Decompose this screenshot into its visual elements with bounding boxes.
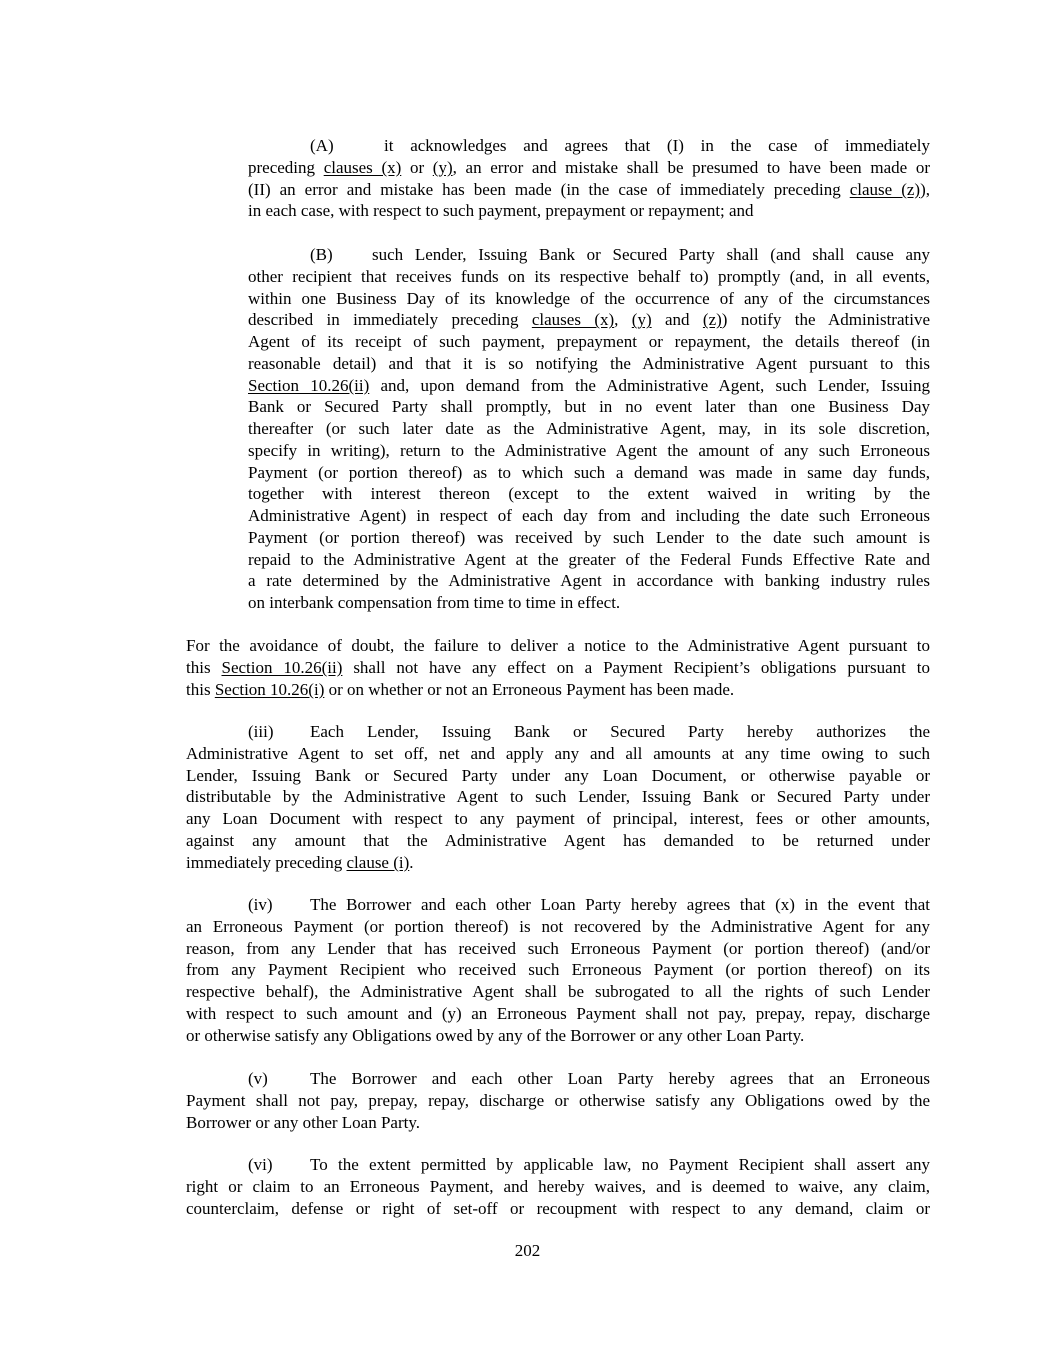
text-run: and	[651, 310, 703, 330]
text-run: this	[186, 657, 222, 677]
text-run: such Lender, Issuing Bank or Secured Party shall (and shall cause any	[372, 245, 930, 264]
text-line	[248, 288, 930, 310]
text-run: Agent of its receipt of such payment, prepayment or repayment, the details thereof (in	[248, 332, 930, 351]
text-run: in each case, with respect to such payment, prepayment or repayment; and	[248, 201, 754, 221]
text-run: reasonable detail) and that it is so notifying the Administrative Agent pursuant to this	[248, 353, 930, 373]
clause-label: (iv)	[248, 895, 273, 914]
text-line	[186, 1090, 930, 1112]
text-run: shall not have any effect on a Payment Recipient’s obligations pursuant to	[342, 657, 931, 677]
text-line	[248, 200, 930, 222]
text-run: Payment shall not pay, prepay, repay, discharge or otherwise satisfy any Obligations owed by the	[186, 1090, 930, 1110]
text-line	[248, 527, 930, 549]
clause-label: (B)	[310, 245, 333, 264]
text-run: this	[186, 679, 215, 699]
cross-reference: clauses (x)	[531, 310, 615, 330]
text-run: from any Payment Recipient who received such Erroneous Payment (or portion thereof) on its	[186, 960, 930, 980]
text-run: counterclaim, defense or right of set-off or recoupment with respect to any demand, claim or	[186, 1198, 930, 1218]
text-run: described in immediately preceding	[248, 310, 532, 330]
text-run: Administrative Agent to set off, net and apply any and all amounts at any time owing to such	[186, 743, 930, 763]
cross-reference: clause (z)	[849, 179, 921, 199]
text-run: reason, from any Lender that has received such Erroneous Payment (or portion thereof) (and/or	[186, 938, 930, 958]
text-line	[186, 938, 930, 960]
text-run: The Borrower and each other Loan Party hereby agrees that (x) in the event that	[310, 895, 930, 914]
text-line	[186, 721, 930, 743]
text-line	[248, 331, 930, 353]
text-line	[248, 179, 930, 201]
text-run: , an error and mistake shall be presumed to have been made or	[452, 157, 930, 177]
text-run: other recipient that receives funds on its respective behalf to) promptly (and, in all events,	[248, 266, 930, 286]
text-line	[186, 765, 930, 787]
text-run: together with interest thereon (except to the extent waived in writing by the	[248, 484, 930, 504]
text-line	[186, 852, 930, 874]
text-line	[186, 959, 930, 981]
text-run: an Erroneous Payment (or portion thereof) is not recovered by the Administrative Agent for any	[186, 916, 930, 936]
text-run: immediately preceding	[186, 852, 347, 872]
text-run: and, upon demand from the Administrative Agent, such Lender, Issuing	[369, 375, 931, 395]
text-line	[186, 1003, 930, 1025]
text-run: any Loan Document with respect to any payment of principal, interest, fees or other amounts,	[186, 809, 930, 828]
text-line	[186, 1198, 930, 1220]
text-run: with respect to such amount and (y) an Erroneous Payment shall not pay, prepay, repay, discharge	[186, 1003, 930, 1023]
text-line	[186, 1112, 930, 1134]
text-run: against any amount that the Administrative Agent has demanded to be returned under	[186, 830, 930, 850]
text-line	[248, 353, 930, 375]
text-line	[248, 266, 930, 288]
text-run: or on whether or not an Erroneous Payment has been made.	[324, 679, 735, 699]
cross-reference: Section 10.26(ii)	[248, 375, 370, 395]
cross-reference: (z)	[702, 310, 722, 330]
text-line	[186, 1068, 930, 1090]
text-line	[186, 679, 930, 701]
text-run: within one Business Day of its knowledge of the occurrence of any of the circumstances	[248, 288, 930, 308]
cross-reference: Section 10.26(ii)	[221, 657, 343, 677]
text-run: For the avoidance of doubt, the failure to deliver a notice to the Administrative Agent pursuant to	[186, 636, 930, 655]
text-line	[186, 916, 930, 938]
text-line	[186, 786, 930, 808]
text-run: or	[401, 157, 433, 177]
text-line	[248, 244, 930, 266]
text-line	[248, 462, 930, 484]
cross-reference: clauses (x)	[323, 157, 402, 177]
text-line	[248, 570, 930, 592]
text-run: right or claim to an Erroneous Payment, and hereby waives, and is deemed to waive, any claim,	[186, 1176, 930, 1196]
cross-reference: clause (i)	[346, 852, 410, 872]
text-line	[248, 396, 930, 418]
text-run: ) notify the Administrative	[721, 310, 930, 330]
text-run: Bank or Secured Party shall promptly, but in no event later than one Business Day	[248, 397, 930, 417]
text-line	[248, 440, 930, 462]
cross-reference: Section 10.26(i)	[214, 679, 325, 699]
text-line	[186, 657, 930, 679]
text-run: distributable by the Administrative Agent to such Lender, Issuing Bank or Secured Party under	[186, 787, 930, 807]
text-run: To the extent permitted by applicable law, no Payment Recipient shall assert any	[310, 1155, 930, 1174]
text-line	[186, 1025, 930, 1047]
cross-reference: (y)	[631, 310, 652, 330]
text-run: Borrower or any other Loan Party.	[186, 1112, 420, 1132]
text-line	[186, 981, 930, 1003]
text-run: it acknowledges and agrees that (I) in the case of immediately	[384, 136, 930, 155]
text-run: Each Lender, Issuing Bank or Secured Party hereby authorizes the	[310, 722, 930, 741]
text-line	[186, 830, 930, 852]
text-line	[186, 894, 930, 916]
text-run: specify in writing), return to the Administrative Agent the amount of any such Erroneous	[248, 440, 930, 460]
text-run: repaid to the Administrative Agent at the greater of the Federal Funds Effective Rate and	[248, 549, 930, 569]
text-line	[186, 1176, 930, 1198]
text-run: preceding	[248, 157, 324, 177]
text-run: a rate determined by the Administrative Agent in accordance with banking industry rules	[248, 571, 930, 591]
text-line	[186, 1154, 930, 1176]
text-line	[248, 549, 930, 571]
text-line	[248, 135, 930, 157]
text-run: thereafter (or such later date as the Administrative Agent, may, in its sole discretion,	[248, 419, 930, 438]
text-run: on interbank compensation from time to time in effect.	[248, 593, 621, 612]
text-line	[186, 808, 930, 830]
text-run: Payment (or portion thereof) was received by such Lender to the date such amount is	[248, 527, 930, 547]
text-line	[248, 418, 930, 440]
clause-label: (v)	[248, 1069, 268, 1088]
text-line	[248, 483, 930, 505]
text-line	[186, 743, 930, 765]
text-run: Lender, Issuing Bank or Secured Party under any Loan Document, or otherwise payable or	[186, 765, 930, 785]
text-run: ,	[614, 310, 632, 330]
text-line	[248, 157, 930, 179]
text-run: The Borrower and each other Loan Party hereby agrees that an Erroneous	[310, 1069, 930, 1088]
text-run: ),	[920, 179, 930, 199]
text-line	[248, 592, 930, 614]
text-line	[186, 635, 930, 657]
clause-label: (iii)	[248, 722, 274, 741]
text-run: respective behalf), the Administrative Agent shall be subrogated to all the rights of such Lender	[186, 982, 930, 1001]
text-run: or otherwise satisfy any Obligations owed by any of the Borrower or any other Loan Party.	[186, 1025, 805, 1045]
text-line	[248, 505, 930, 527]
page-number: 202	[514, 1241, 541, 1260]
cross-reference: (y)	[432, 157, 453, 177]
text-run: (II) an error and mistake has been made (in the case of immediately preceding	[248, 179, 850, 199]
text-line	[248, 309, 930, 331]
text-line	[248, 375, 930, 397]
clause-label: (A)	[310, 136, 334, 155]
text-run: Payment (or portion thereof) as to which such a demand was made in same day funds,	[248, 462, 930, 482]
text-run: Administrative Agent) in respect of each day from and including the date such Erroneous	[248, 506, 930, 525]
text-run: .	[409, 852, 414, 872]
clause-label: (vi)	[248, 1155, 273, 1174]
